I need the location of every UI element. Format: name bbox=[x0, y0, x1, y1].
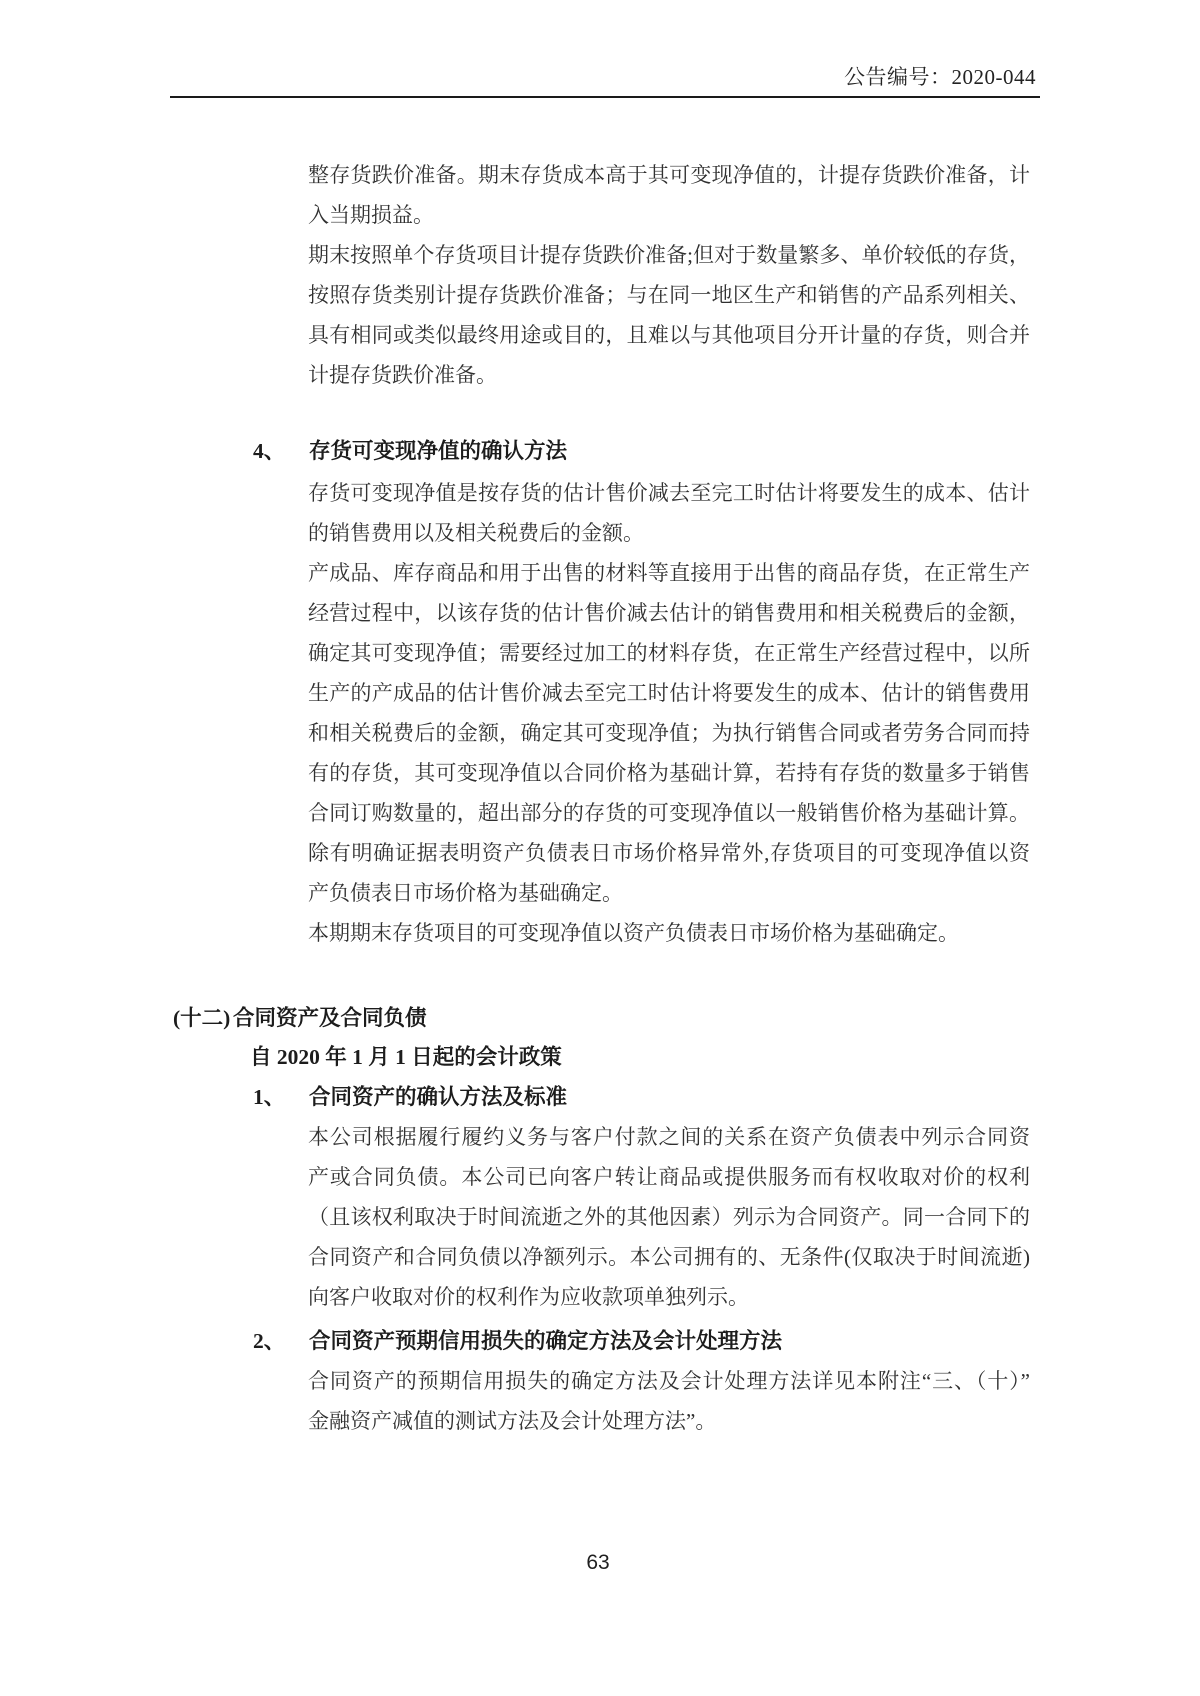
heading-number: 4、 bbox=[253, 439, 286, 463]
text-line: 整存货跌价准备。期末存货成本高于其可变现净值的，计提存货跌价准备，计 bbox=[308, 163, 1030, 187]
text-line: 的销售费用以及相关税费后的金额。 bbox=[308, 521, 644, 545]
text-line: 本期期末存货项目的可变现净值以资产负债表日市场价格为基础确定。 bbox=[308, 921, 959, 945]
text-line: 合同资产的预期信用损失的确定方法及会计处理方法详见本附注“三、（十）” bbox=[308, 1369, 1030, 1393]
paragraph-contract-asset-recognition bbox=[308, 1117, 1030, 1317]
text-line: 本公司根据履行履约义务与客户付款之间的关系在资产负债表中列示合同资 bbox=[308, 1125, 1030, 1149]
page-number: 63 bbox=[586, 1551, 610, 1574]
text-line: 生产的产成品的估计售价减去至完工时估计将要发生的成本、估计的销售费用 bbox=[308, 681, 1030, 705]
policy-heading-title: 自 2020 年 1 月 1 日起的会计政策 bbox=[250, 1045, 562, 1069]
text-line: 存货可变现净值是按存货的估计售价减去至完工时估计将要发生的成本、估计 bbox=[308, 481, 1030, 505]
text-line: 金融资产减值的测试方法及会计处理方法”。 bbox=[308, 1409, 717, 1433]
heading-title: 合同资产预期信用损失的确定方法及会计处理方法 bbox=[309, 1329, 783, 1353]
text-line: 和相关税费后的金额，确定其可变现净值；为执行销售合同或者劳务合同而持 bbox=[308, 721, 1030, 745]
text-line: 向客户收取对价的权利作为应收款项单独列示。 bbox=[308, 1285, 749, 1309]
text-line: 产负债表日市场价格为基础确定。 bbox=[308, 881, 623, 905]
paragraph-inventory-provision bbox=[308, 155, 1030, 395]
doc-number-text: 公告编号：2020-044 bbox=[844, 65, 1036, 89]
text-line: 具有相同或类似最终用途或目的，且难以与其他项目分开计量的存货，则合并 bbox=[308, 323, 1030, 347]
heading-title: 存货可变现净值的确认方法 bbox=[309, 439, 568, 463]
heading-contract-asset-ecl bbox=[253, 1321, 782, 1361]
text-line: 产或合同负债。本公司已向客户转让商品或提供服务而有权收取对价的权利 bbox=[308, 1165, 1030, 1189]
text-line: 按照存货类别计提存货跌价准备；与在同一地区生产和销售的产品系列相关、 bbox=[308, 283, 1030, 307]
text-line: 合同资产和合同负债以净额列示。本公司拥有的、无条件(仅取决于时间流逝) bbox=[308, 1245, 1030, 1269]
text-line: 确定其可变现净值；需要经过加工的材料存货，在正常生产经营过程中，以所 bbox=[308, 641, 1030, 665]
heading-number: 1、 bbox=[253, 1085, 286, 1109]
heading-section-12 bbox=[173, 998, 427, 1038]
text-line: 有的存货，其可变现净值以合同价格为基础计算，若持有存货的数量多于销售 bbox=[308, 761, 1030, 785]
section-title: 合同资产及合同负债 bbox=[233, 1006, 427, 1030]
heading-title: 合同资产的确认方法及标准 bbox=[309, 1085, 568, 1109]
text-line: 期末按照单个存货项目计提存货跌价准备;但对于数量繁多、单价较低的存货， bbox=[308, 243, 1030, 267]
text-line: 合同订购数量的，超出部分的存货的可变现净值以一般销售价格为基础计算。 bbox=[308, 801, 1030, 825]
heading-accounting-policy-date bbox=[250, 1037, 562, 1077]
paragraph-contract-asset-ecl bbox=[308, 1361, 1030, 1441]
heading-inventory-nrv bbox=[253, 431, 567, 471]
section-label: (十二) bbox=[173, 1006, 231, 1030]
text-line: 经营过程中，以该存货的估计售价减去估计的销售费用和相关税费后的金额， bbox=[308, 601, 1030, 625]
heading-number: 2、 bbox=[253, 1329, 286, 1353]
text-line: 产成品、库存商品和用于出售的材料等直接用于出售的商品存货，在正常生产 bbox=[308, 561, 1030, 585]
text-line: 除有明确证据表明资产负债表日市场价格异常外,存货项目的可变现净值以资 bbox=[308, 841, 1030, 865]
text-line: 计提存货跌价准备。 bbox=[308, 363, 497, 387]
text-line: 入当期损益。 bbox=[308, 203, 434, 227]
heading-contract-asset-recognition bbox=[253, 1077, 567, 1117]
header-divider bbox=[170, 96, 1040, 98]
paragraph-nrv-method bbox=[308, 473, 1030, 953]
text-line: （且该权利取决于时间流逝之外的其他因素）列示为合同资产。同一合同下的 bbox=[308, 1205, 1030, 1229]
